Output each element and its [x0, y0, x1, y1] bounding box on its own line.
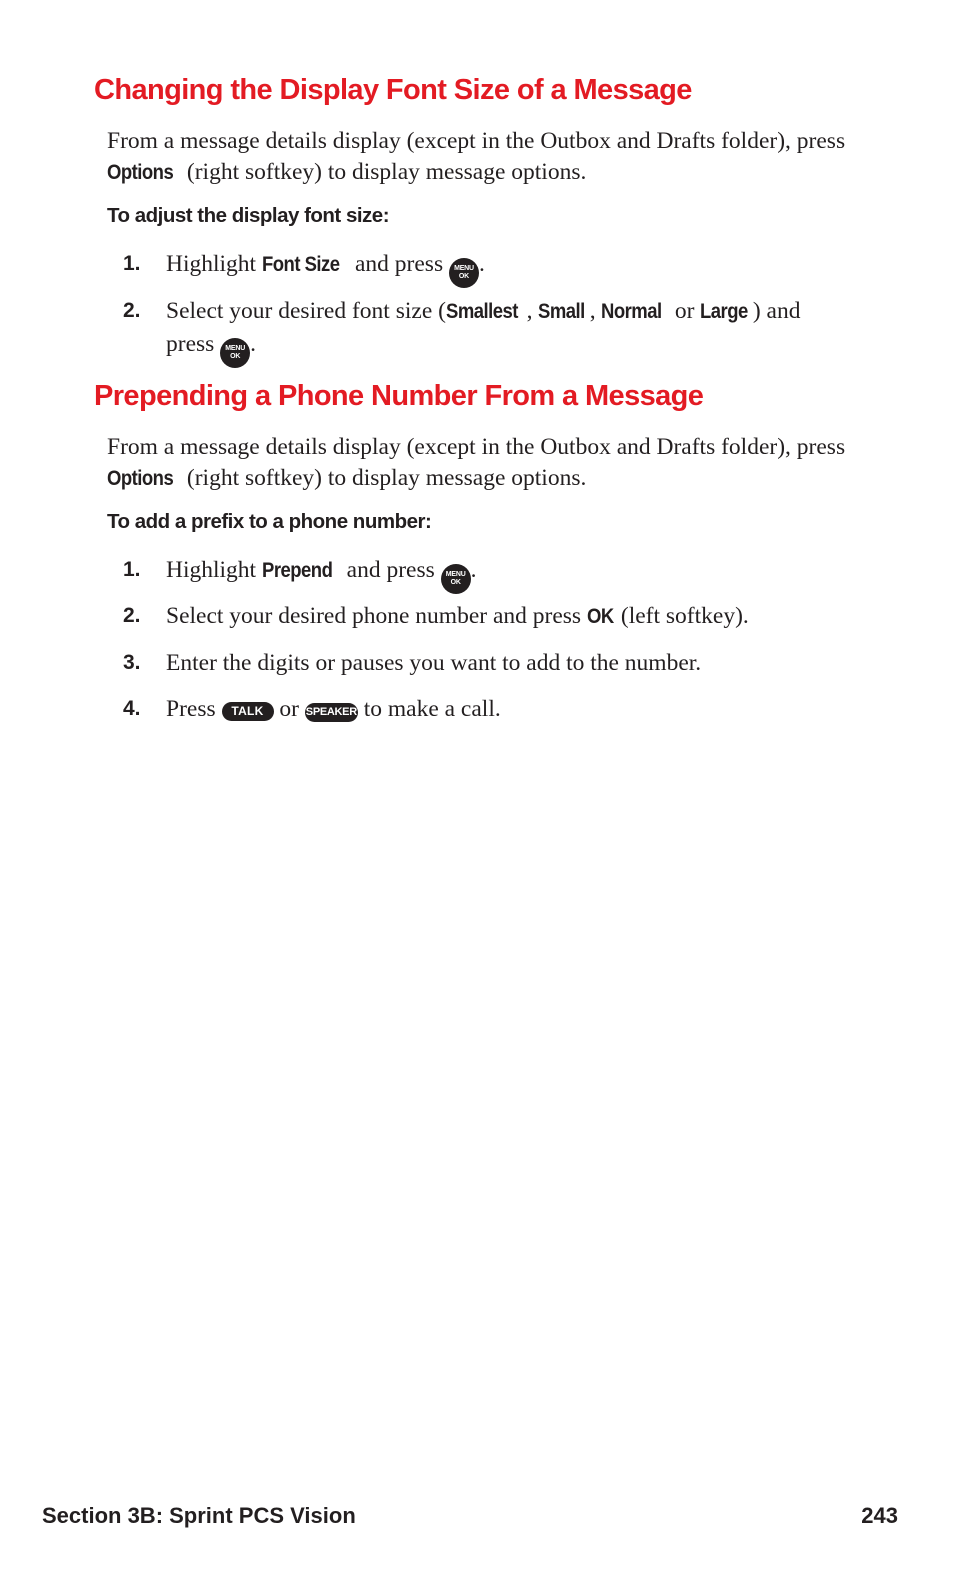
talk-key-icon: TALK [222, 702, 274, 721]
step-text-end: . [470, 557, 477, 583]
step-number: 2. [123, 299, 141, 322]
ok-key-label: OK [458, 273, 470, 280]
large-keyword: Large [700, 299, 749, 323]
step-number: 2. [123, 604, 141, 627]
step-text [166, 554, 846, 594]
options-keyword: Options [107, 160, 174, 184]
or-text: or [668, 298, 701, 324]
speaker-key-icon: SPEAKER [305, 703, 358, 722]
step-text-start: Select your desired font size ( [166, 298, 446, 324]
step-text-mid: and press [340, 557, 441, 583]
step-number: 1. [123, 252, 141, 275]
intro-text-end: (right softkey) to display message options. [181, 159, 587, 185]
step-text [166, 600, 846, 633]
intro-text: From a message details display (except in the Outbox and Drafts folder), press [107, 434, 846, 460]
step-text-start: Highlight [166, 251, 262, 277]
step-number: 4. [123, 697, 141, 720]
ok-key-label: OK [230, 353, 241, 360]
smallest-keyword: Smallest [445, 299, 518, 323]
prepend-keyword: Prepend [261, 558, 333, 582]
step-text-start: Press [166, 696, 222, 722]
footer-section-title: Section 3B: Sprint PCS Vision [42, 1503, 356, 1528]
intro-text-end: (right softkey) to display message options. [181, 465, 587, 491]
step-text-end: to make a call. [357, 696, 501, 722]
footer-page-number: 243 [861, 1503, 898, 1528]
step-number: 3. [123, 651, 141, 674]
step-text-end: . [478, 251, 485, 277]
step-text-end: . [250, 331, 257, 357]
subheading-add-prefix: To add a prefix to a phone number: [107, 510, 432, 533]
step-text-start: Select your desired phone number and press [166, 603, 587, 629]
menu-key-label: MENU [445, 571, 466, 578]
step-text: Enter the digits or pauses you want to add to the number. [166, 650, 702, 676]
menu-ok-key-icon [220, 338, 250, 368]
step-text [166, 693, 846, 726]
section-heading-prepend: Prepending a Phone Number From a Message [94, 380, 704, 412]
small-keyword: Small [538, 299, 586, 323]
step-text [166, 248, 846, 288]
step-text-mid: ) and press [166, 298, 801, 357]
step-text [166, 295, 846, 368]
intro-paragraph-font-size [107, 126, 847, 188]
menu-key-label: MENU [454, 265, 474, 272]
ok-key-label: OK [450, 579, 461, 586]
intro-paragraph-prepend [107, 432, 847, 494]
separator: , [589, 298, 602, 324]
step-text-mid: and press [349, 251, 449, 277]
intro-text: From a message details display (except in the Outbox and Drafts folder), press [107, 128, 846, 154]
menu-ok-key-icon [441, 564, 471, 594]
separator: , [526, 298, 539, 324]
menu-key-label: MENU [225, 345, 246, 352]
section-heading-font-size: Changing the Display Font Size of a Message [94, 74, 692, 106]
step-number: 1. [123, 558, 141, 581]
step-text-start: Highlight [166, 557, 262, 583]
options-keyword: Options [107, 466, 174, 490]
step-text-end: (left softkey). [615, 603, 749, 629]
subheading-adjust-font-size: To adjust the display font size: [107, 204, 390, 227]
or-text: or [273, 696, 305, 722]
font-size-keyword: Font Size [261, 252, 340, 276]
menu-ok-key-icon [449, 258, 479, 288]
normal-keyword: Normal [601, 299, 663, 323]
ok-keyword: OK [586, 604, 614, 628]
